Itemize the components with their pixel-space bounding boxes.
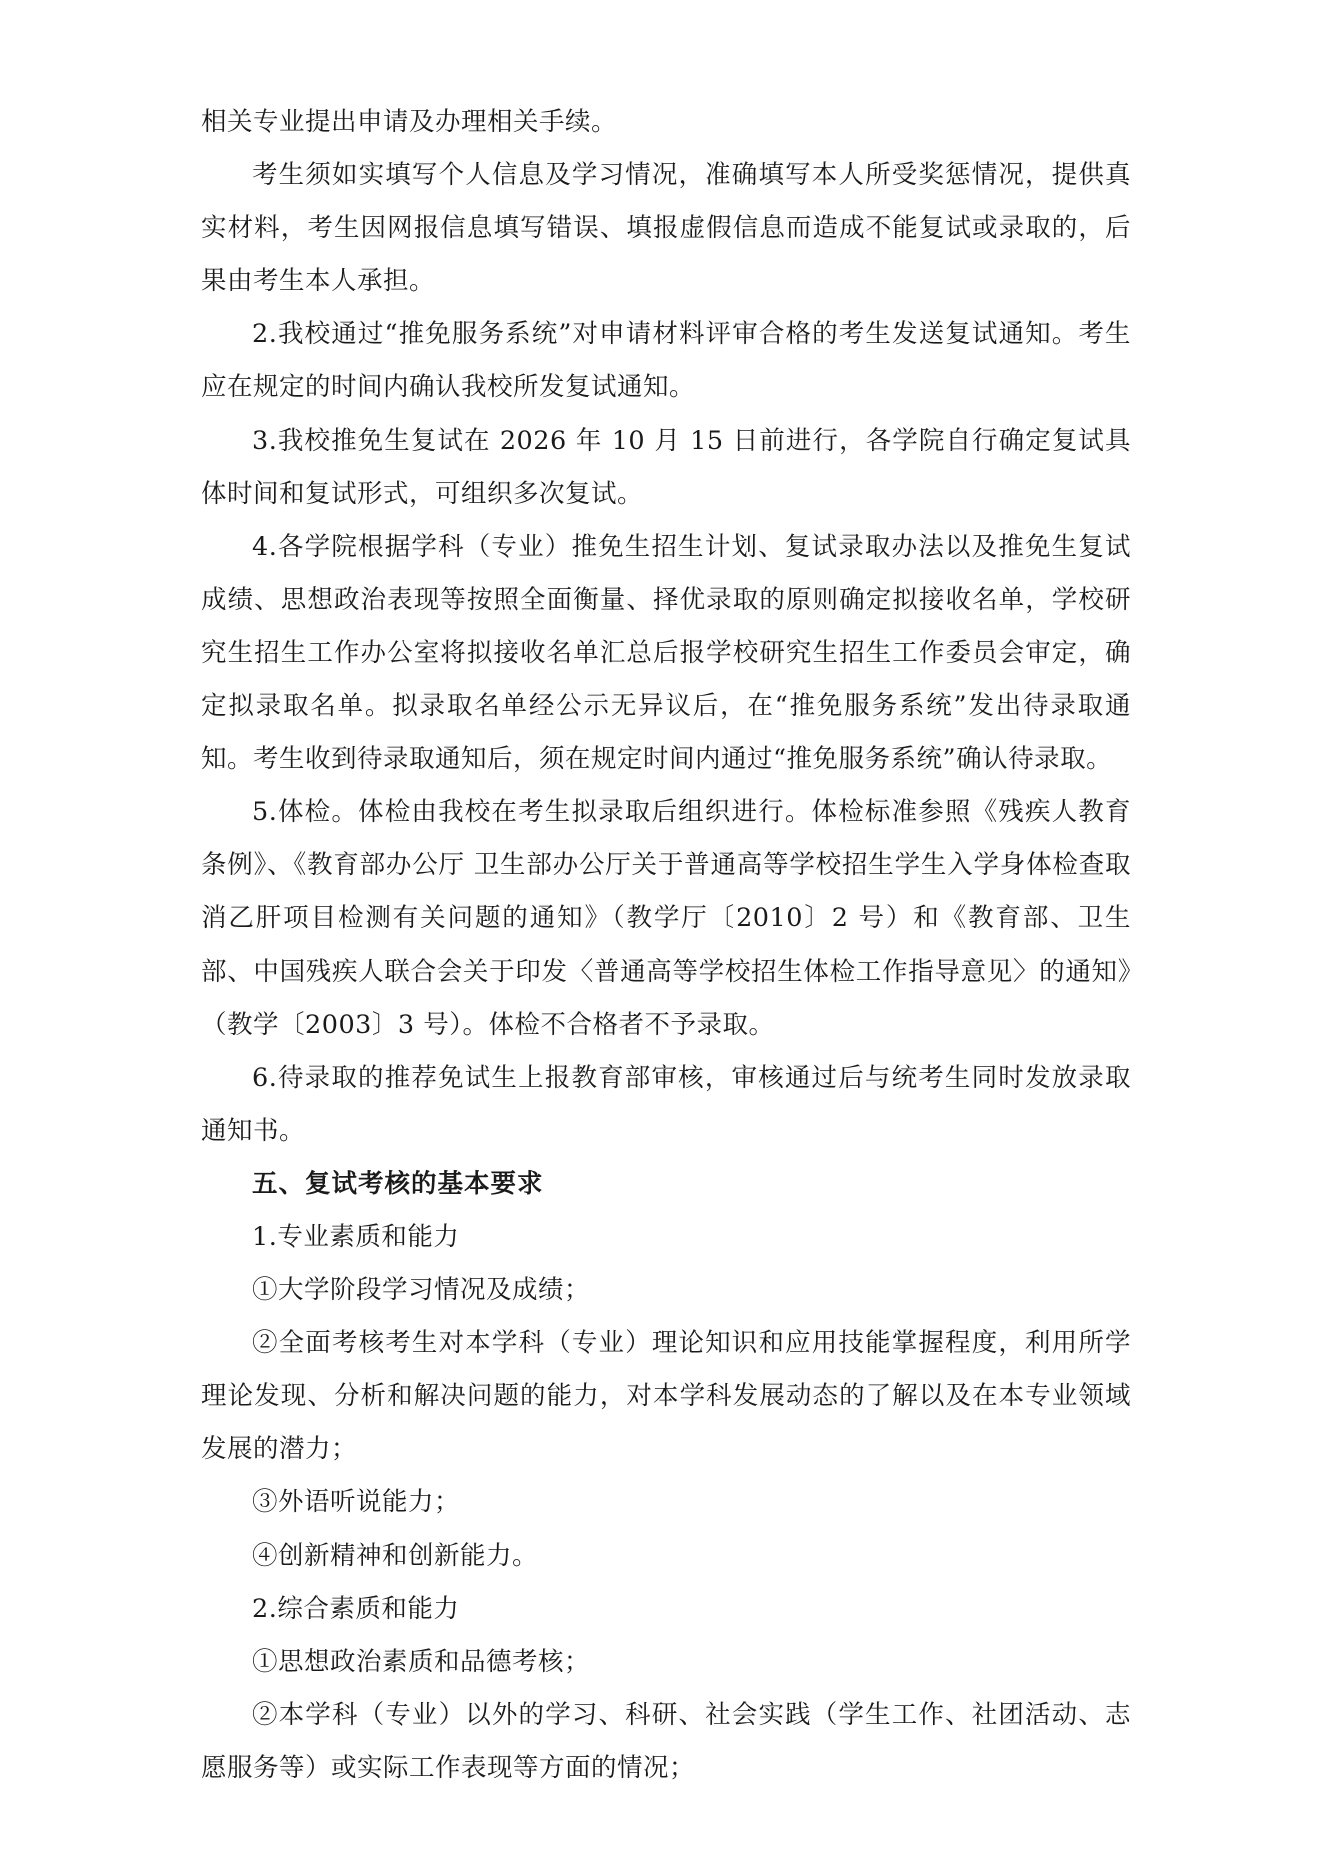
list-item-political-moral: ①思想政治素质和品德考核；: [252, 1646, 591, 1677]
list-item-academic-record: ①大学阶段学习情况及成绩；: [252, 1275, 591, 1306]
subheading-professional-ability: 1.专业素质和能力: [252, 1221, 460, 1252]
paragraph-truthful-information: 考生须如实填写个人信息及学习情况，准确填写本人所受奖惩情况，提供真实材料，考生因网报信息填写错误、填报虚假信息而造成不能复试或录取的，后果由考生本人承担。: [201, 160, 1131, 297]
list-item-innovation: ④创新精神和创新能力。: [252, 1540, 539, 1571]
paragraph-ministry-review: 6.待录取的推荐免试生上报教育部审核，审核通过后与统考生同时发放录取通知书。: [201, 1062, 1131, 1146]
paragraph-admission-list: 4.各学院根据学科（专业）推免生招生计划、复试录取办法以及推免生复试成绩、思想政治表现等按照全面衡量、择优录取的原则确定拟接收名单，学校研究生招生工作办公室将拟接收名单汇总后报学校研究生招生工作委员会审定，确定拟录取名单。拟录取名单经公示无异议后，在“推免服务系统”发出待录取通知。考生收到待录取通知后，须在规定时间内通过“推免服务系统”确认待录取。: [201, 531, 1131, 775]
section-heading-retest-requirements: 五、复试考核的基本要求: [252, 1168, 544, 1199]
document-page: [201, 96, 1131, 1795]
paragraph-application-procedures: 相关专业提出申请及办理相关手续。: [201, 107, 618, 137]
list-item-foreign-language: ③外语听说能力；: [252, 1487, 461, 1518]
paragraph-medical-exam: 5.体检。体检由我校在考生拟录取后组织进行。体检标准参照《残疾人教育条例》、《教育部办公厅 卫生部办公厅关于普通高等学校招生学生入学身体检查取消乙肝项目检测有关问题的通知》（教学厅〔2010〕2 号）和《教育部、卫生部、中国残疾人联合会关于印发〈普通高等学校招生体检工作指导意见〉的通知》（教学〔2003〕3 号）。体检不合格者不予录取。: [201, 797, 1131, 1040]
paragraph-retest-schedule: 3.我校推免生复试在 2026 年 10 月 15 日前进行，各学院自行确定复试具体时间和复试形式，可组织多次复试。: [201, 425, 1131, 509]
list-item-extracurricular: ②本学科（专业）以外的学习、科研、社会实践（学生工作、社团活动、志愿服务等）或实际工作表现等方面的情况；: [201, 1699, 1131, 1783]
list-item-knowledge-assessment: ②全面考核考生对本学科（专业）理论知识和应用技能掌握程度，利用所学理论发现、分析和解决问题的能力，对本学科发展动态的了解以及在本专业领域发展的潜力；: [201, 1328, 1131, 1465]
paragraph-retest-notice: 2.我校通过“推免服务系统”对申请材料评审合格的考生发送复试通知。考生应在规定的时间内确认我校所发复试通知。: [201, 319, 1131, 403]
subheading-comprehensive-ability: 2.综合素质和能力: [252, 1593, 460, 1624]
